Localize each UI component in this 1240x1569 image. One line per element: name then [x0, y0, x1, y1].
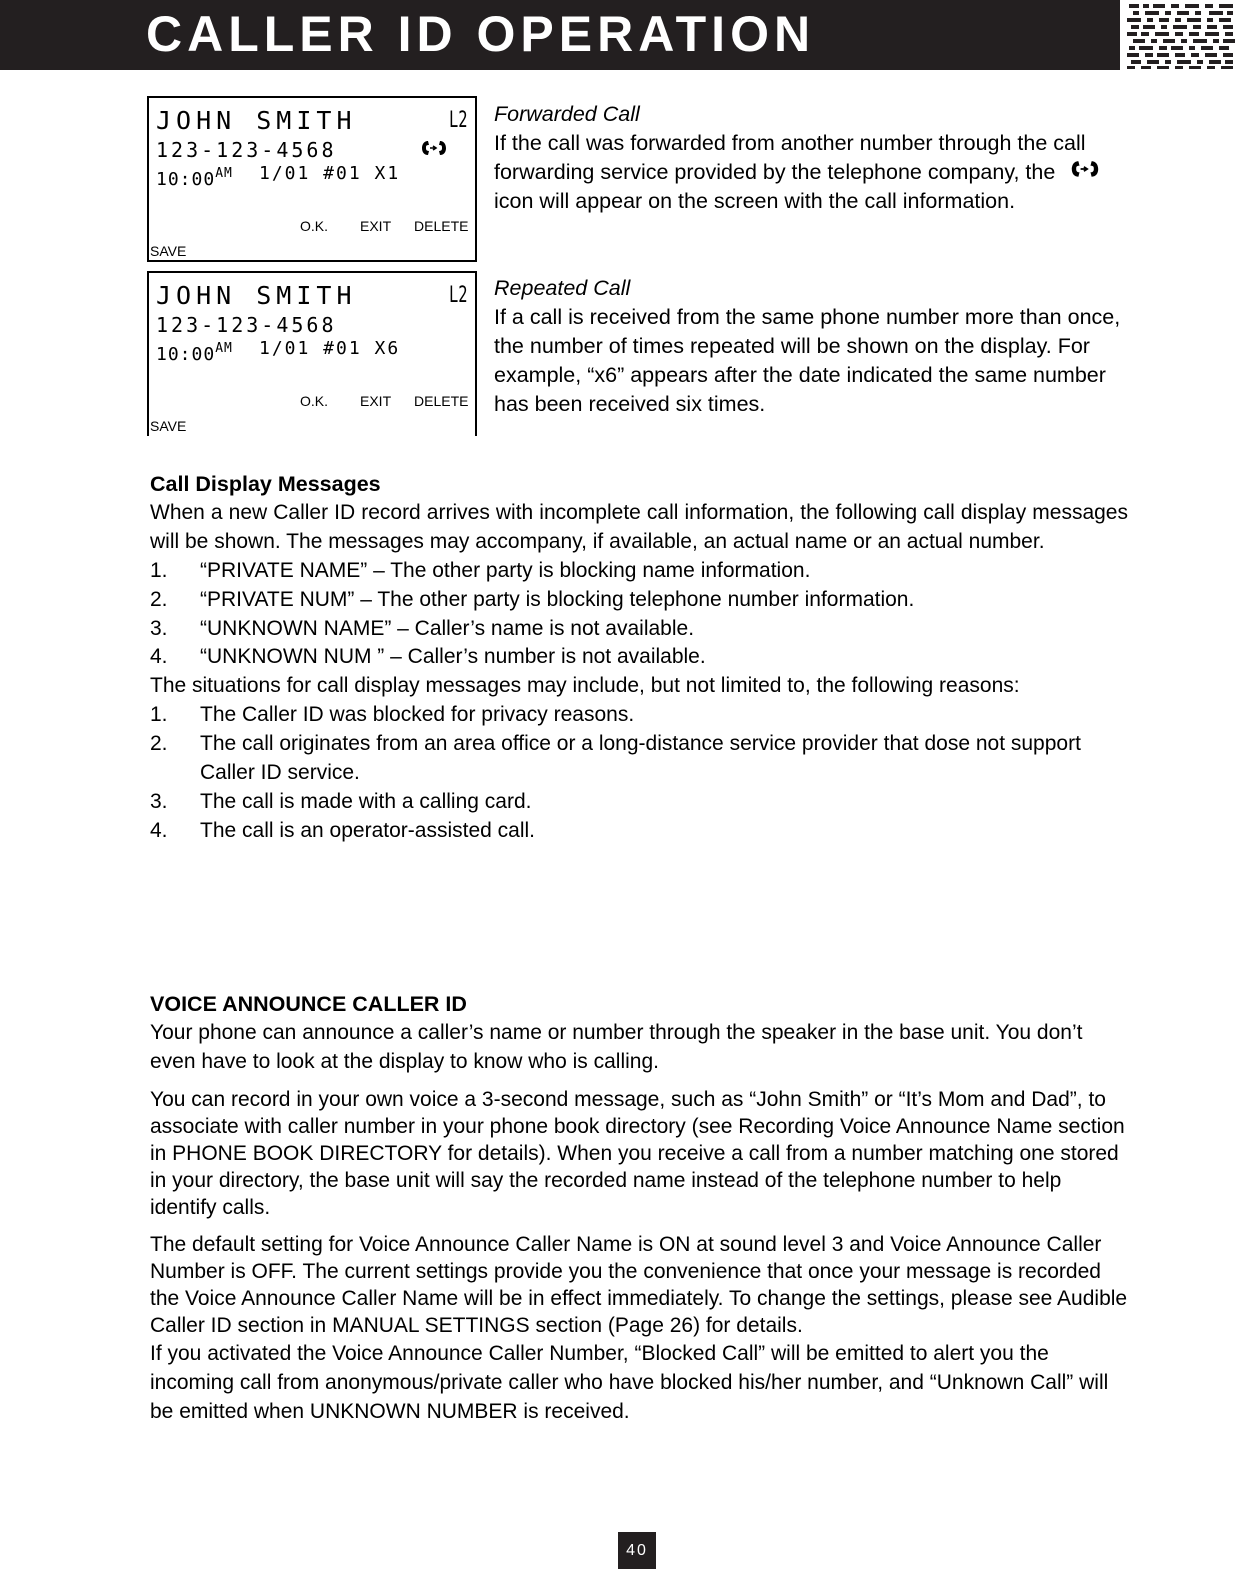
- header-bar: [0, 0, 1120, 70]
- reasons-intro: The situations for call display messages may include, but not limited to, the following reasons:: [150, 674, 1020, 697]
- delete-softkey: DELETE: [414, 218, 469, 234]
- line-indicator: L2: [448, 108, 467, 133]
- call-forward-icon: [1065, 158, 1105, 180]
- list-item: 3. The call is made with a calling card.: [150, 790, 532, 813]
- repeated-call-section: [494, 274, 1134, 419]
- exit-softkey: EXIT: [360, 218, 392, 234]
- repeated-call-title: Repeated Call: [494, 276, 631, 300]
- forwarded-call-text: If the call was forwarded from another number through the call forwarding service provided by the telephone company, theicon will appear on the screen with the call information.: [494, 129, 1134, 216]
- ok-softkey: O.K.: [300, 393, 329, 409]
- list-item: 3. “UNKNOWN NAME” – Caller’s name is not available.: [150, 617, 695, 640]
- repeated-call-text: If a call is received from the same phone number more than once, the number of times repeated will be shown on the display. For example, “x6” appears after the date indicated the same number has been received six times.: [494, 305, 1121, 416]
- call-display-messages-list: [150, 556, 1128, 671]
- list-item: 2. “PRIVATE NUM” – The other party is blocking telephone number information.: [150, 588, 915, 611]
- voice-announce-heading: VOICE ANNOUNCE CALLER ID: [150, 992, 467, 1016]
- page-number: 40: [618, 1532, 656, 1569]
- delete-softkey: DELETE: [414, 393, 469, 409]
- call-display-section: [150, 470, 1128, 845]
- ok-softkey: O.K.: [300, 218, 329, 234]
- lcd-display-forwarded: [147, 96, 477, 262]
- lcd-display-repeated: [147, 271, 477, 436]
- call-time: $10:00^{AM}$: [156, 341, 233, 365]
- save-softkey: SAVE: [150, 243, 187, 259]
- voice-paragraph-2: You can record in your own voice a 3-second message, such as “John Smith” or “It’s Mom and Dad”, to associate with caller number in your phone book directory (see Recording Voice Announce Name section in PHONE BOOK DIRECTORY for details). When you receive a call from a number matching one stored in your directory, the base unit will say the recorded name instead of the telephone number to help identify calls.: [150, 1088, 1125, 1219]
- list-item: 4. The call is an operator-assisted call.: [150, 819, 535, 842]
- reasons-list: [150, 700, 1128, 845]
- caller-number: 123-123-4568: [156, 138, 337, 162]
- list-item: 4. “UNKNOWN NUM ” – Caller’s number is not available.: [150, 645, 706, 668]
- caller-name: JOHN SMITH: [156, 281, 357, 310]
- voice-paragraph-3: The default setting for Voice Announce Caller Name is ON at sound level 3 and Voice Announce Caller Number is OFF. The current settings provide you the convenience that once your message is recorded the Voice Announce Caller Name will be in effect immediately. To change the settings, please see Audible Caller ID section in MANUAL SETTINGS section (Page 26) for details.: [150, 1233, 1128, 1337]
- list-item: 2. The call originates from an area office or a long-distance service provider that dose not support Caller ID service.: [150, 732, 1081, 784]
- caller-number: 123-123-4568: [156, 313, 337, 337]
- forwarded-call-title: Forwarded Call: [494, 102, 640, 126]
- page-title: CALLER ID OPERATION: [146, 6, 816, 62]
- exit-softkey: EXIT: [360, 393, 392, 409]
- pattern-logo-icon: [1125, 2, 1237, 70]
- call-date-info: 1/01 #01 X6: [259, 338, 401, 359]
- voice-paragraph-4: If you activated the Voice Announce Caller Number, “Blocked Call” will be emitted to alert you the incoming call from anonymous/private caller who have blocked his/her number, and “Unknown Call” will be emitted when UNKNOWN NUMBER is received.: [150, 1342, 1109, 1423]
- voice-paragraph-1: Your phone can announce a caller’s name or number through the speaker in the base unit. You don’t even have to look at the display to know who is calling.: [150, 1021, 1083, 1073]
- list-item: 1. The Caller ID was blocked for privacy reasons.: [150, 703, 635, 726]
- list-item: 1. “PRIVATE NAME” – The other party is blocking name information.: [150, 559, 811, 582]
- call-time: $10:00^{AM}$: [156, 166, 233, 190]
- voice-announce-section: [150, 990, 1128, 1426]
- line-indicator: L2: [448, 283, 467, 308]
- call-display-intro: When a new Caller ID record arrives with incomplete call information, the following call display messages will be shown. The messages may accompany, if available, an actual name or an actual number.: [150, 501, 1128, 553]
- caller-name: JOHN SMITH: [156, 106, 357, 135]
- call-date-info: 1/01 #01 X1: [259, 163, 401, 184]
- forwarded-call-section: [494, 100, 1134, 216]
- save-softkey: SAVE: [150, 418, 187, 434]
- call-display-heading: Call Display Messages: [150, 472, 381, 496]
- call-forward-icon: [421, 138, 447, 158]
